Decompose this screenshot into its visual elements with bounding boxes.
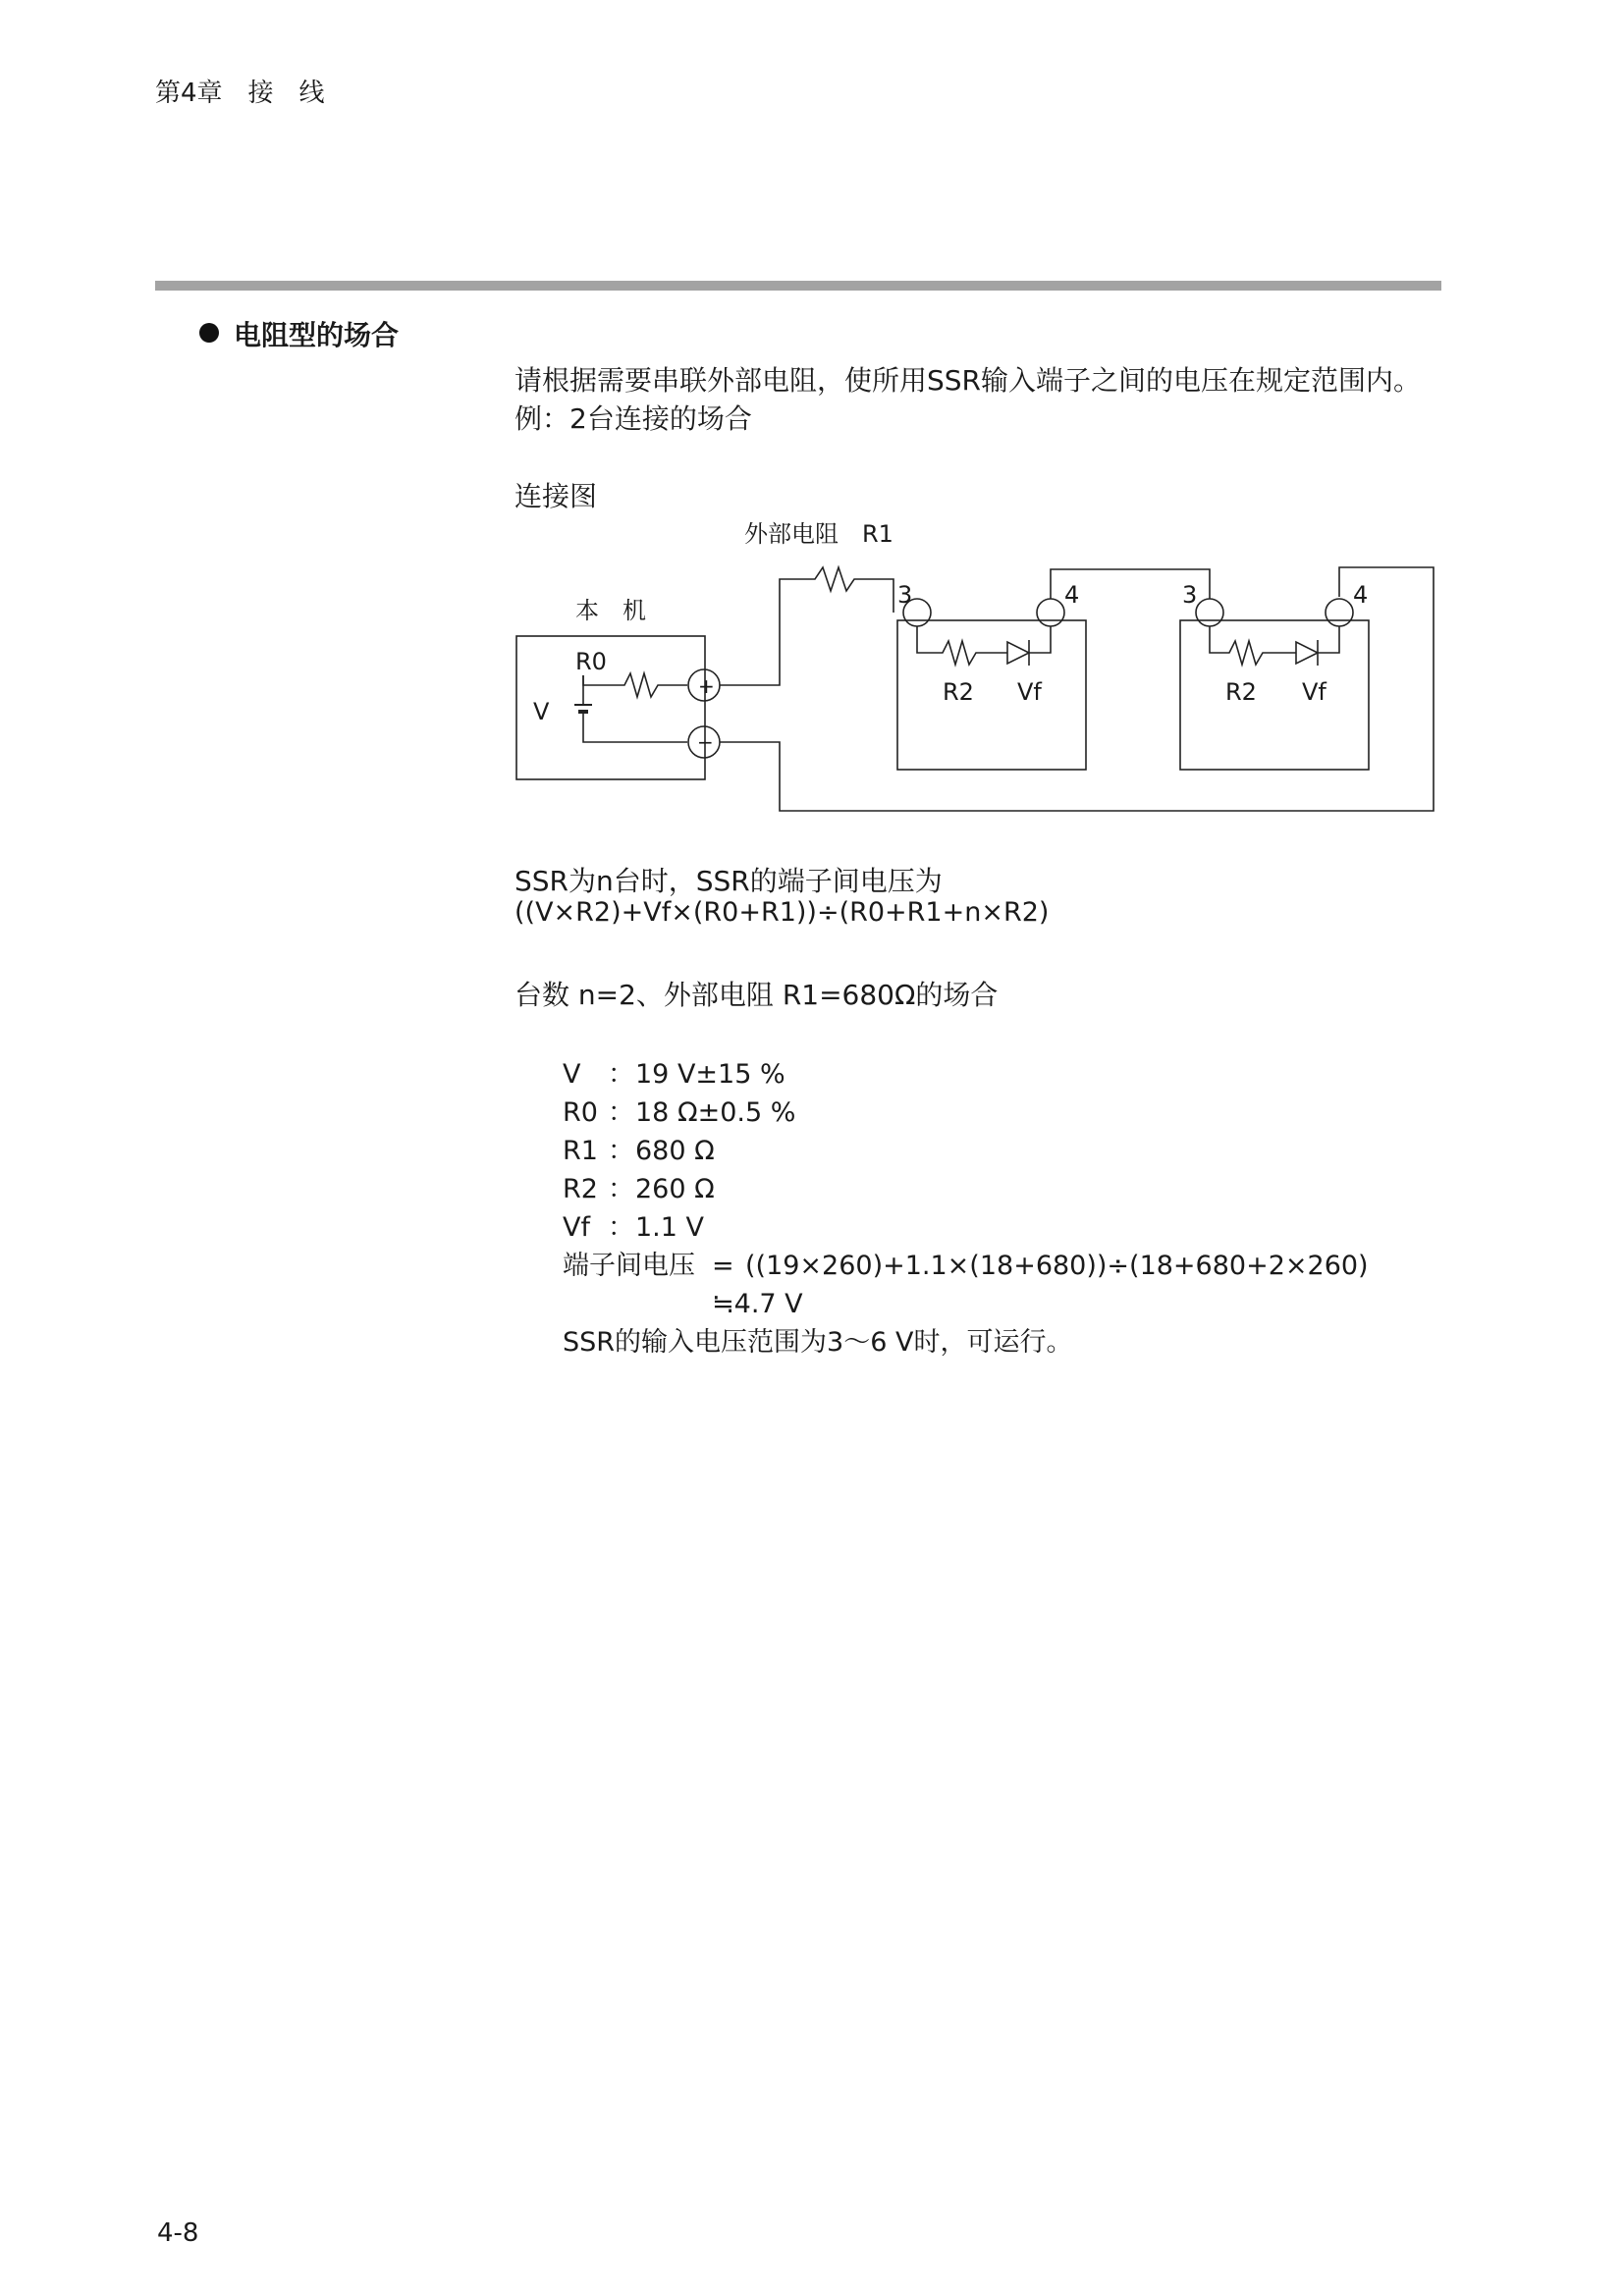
conclusion-text: SSR的输入电压范围为3～6 V时，可运行。	[563, 1327, 1073, 1358]
value-text: 1.1 V	[635, 1212, 704, 1243]
value-text: 19 V±15 %	[635, 1059, 785, 1090]
value-text: 260 Ω	[635, 1174, 715, 1204]
example-heading: 台数 n=2、外部电阻 R1=680Ω的场合	[514, 979, 999, 1011]
result-name: 端子间电压	[563, 1251, 695, 1281]
formula-line-2: ((V×R2)+Vf×(R0+R1))÷(R0+R1+n×R2)	[514, 897, 1050, 928]
value-separator: ：	[608, 1174, 634, 1204]
value-name: R2	[563, 1174, 598, 1204]
ssr2-terminal-4	[1326, 599, 1353, 626]
ssr1-r2-label: R2	[943, 678, 974, 706]
ssr1-diode-wire	[1029, 626, 1051, 666]
ssr2-terminal-3	[1196, 599, 1223, 626]
intro-line-2: 例：2台连接的场合	[514, 402, 752, 435]
r0-label: R0	[575, 648, 607, 675]
value-name: R1	[563, 1136, 598, 1166]
chapter-header: 第4章 接 线	[155, 79, 325, 108]
plus-sign: +	[698, 674, 715, 698]
ssr1-terminal-4	[1037, 599, 1064, 626]
minus-sign: −	[697, 730, 714, 754]
result-equals: =	[712, 1251, 734, 1281]
ssr2-r2-label: R2	[1225, 678, 1257, 706]
connection-diagram	[491, 510, 1453, 825]
ssr1-vf-label: Vf	[1017, 678, 1042, 706]
value-text: 680 Ω	[635, 1136, 715, 1166]
ssr2-vf-label: Vf	[1302, 678, 1326, 706]
ssr2-diode-wire	[1318, 626, 1339, 666]
result-expression: ((19×260)+1.1×(18+680))÷(18+680+2×260)	[745, 1251, 1369, 1281]
diagram-caption: 连接图	[514, 480, 598, 512]
value-separator: ：	[608, 1136, 634, 1166]
formula-line-1: SSR为n台时，SSR的端子间电压为	[514, 865, 943, 897]
ssr2-terminal-in-label: 3	[1182, 581, 1198, 609]
ssr2-r2-resistor	[1210, 626, 1296, 665]
value-name: V	[563, 1059, 581, 1090]
host-wire	[583, 712, 687, 742]
ssr1-terminal-out-label: 4	[1064, 581, 1080, 609]
ssr2-terminal-out-label: 4	[1353, 581, 1369, 609]
host-label: 本 机	[575, 597, 646, 624]
value-separator: ：	[608, 1059, 634, 1090]
ssr1-diode-icon	[1007, 642, 1029, 664]
intro-line-1: 请根据需要串联外部电阻，使所用SSR输入端子之间的电压在规定范围内。	[514, 364, 1422, 397]
ssr2-diode-icon	[1296, 642, 1318, 664]
v-label: V	[533, 698, 550, 725]
section-divider	[155, 281, 1441, 291]
r1-resistor	[720, 567, 893, 685]
ssr2-box	[1180, 620, 1369, 770]
ssr1-box	[897, 620, 1086, 770]
bullet-icon	[199, 323, 219, 343]
value-separator: ：	[608, 1097, 634, 1128]
ssr1-r2-resistor	[917, 626, 1007, 665]
r0-resistor	[583, 673, 687, 697]
value-separator: ：	[608, 1212, 634, 1243]
result-approx: ≒4.7 V	[712, 1289, 803, 1319]
page-number: 4-8	[157, 2218, 199, 2248]
value-text: 18 Ω±0.5 %	[635, 1097, 796, 1128]
ssr1-terminal-in-label: 3	[897, 581, 913, 609]
external-resistor-label: 外部电阻 R1	[744, 520, 893, 548]
value-name: Vf	[563, 1212, 590, 1243]
value-name: R0	[563, 1097, 598, 1128]
section-title: 电阻型的场合	[234, 319, 400, 351]
